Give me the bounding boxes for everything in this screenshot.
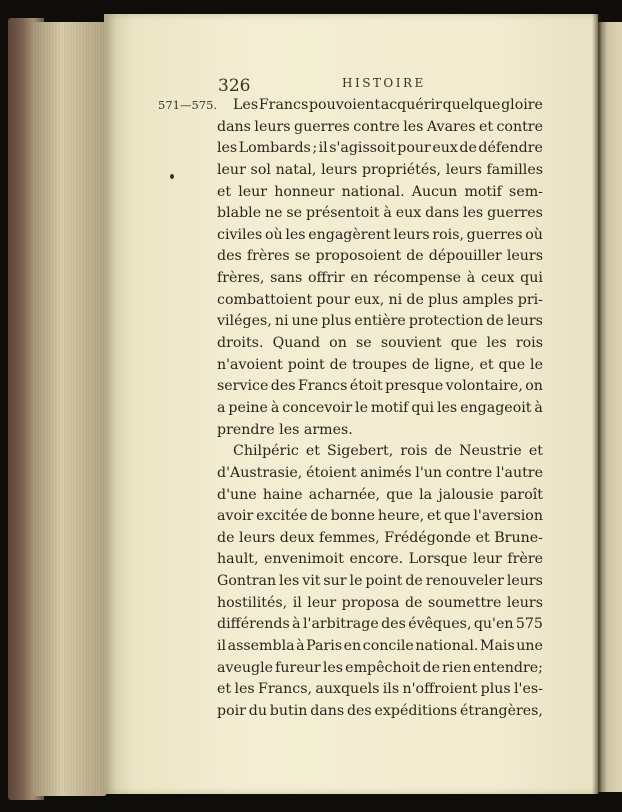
text-line (217, 658, 543, 680)
word: à (534, 399, 543, 416)
text-line (217, 268, 543, 290)
word: guerres (466, 226, 523, 243)
text-line (217, 138, 543, 160)
text-line: prendre les armes. (217, 421, 353, 438)
word: il (217, 638, 227, 655)
word: que (450, 335, 478, 352)
text-line (217, 246, 543, 268)
word: leurs (506, 248, 543, 265)
word: pour (397, 140, 431, 157)
word: engageoit (460, 399, 532, 416)
word: l'arbitrage (303, 616, 379, 633)
word: Aucun (411, 183, 458, 200)
word: il (292, 594, 302, 611)
word: deux (279, 529, 315, 546)
word: l'aversion (473, 508, 543, 525)
word: heure, (377, 508, 425, 525)
word: frère (507, 551, 543, 568)
word: des (217, 248, 242, 265)
word: ceux (480, 270, 515, 287)
word: et (478, 118, 494, 135)
text-line (217, 593, 543, 615)
word: auxquels (315, 681, 380, 698)
word: quelque (442, 97, 501, 113)
word: dans (310, 702, 345, 719)
word: que (386, 486, 413, 503)
word: blable (217, 205, 262, 222)
word: étoit (349, 378, 383, 395)
word: se (356, 335, 372, 352)
word: paroît (499, 486, 543, 503)
word: les (285, 226, 306, 243)
word: présentoit (305, 205, 380, 222)
word: évêques, (408, 616, 472, 633)
word: animés (360, 464, 412, 481)
word: ni (388, 291, 403, 308)
word: Quand (272, 335, 321, 352)
word: les (403, 118, 424, 135)
word: il (318, 140, 328, 157)
word: des (346, 702, 372, 719)
text-line (217, 485, 543, 507)
word: ligne, (434, 356, 475, 373)
word: à (270, 399, 280, 416)
page-number: 326 (218, 76, 251, 96)
text-line (217, 182, 543, 204)
word: offrir (307, 270, 345, 287)
word: Gontran (217, 573, 277, 590)
word: point (365, 573, 403, 590)
word: civiles (217, 226, 263, 243)
word: et (217, 681, 232, 698)
word: leur (307, 594, 337, 611)
word: n'offroient (402, 681, 478, 698)
word: propriétés, (361, 161, 442, 178)
text-line (217, 398, 543, 420)
word: où (264, 226, 283, 243)
word: que (443, 508, 471, 525)
word: entendre; (473, 659, 543, 676)
running-title: HISTOIRE (342, 76, 426, 90)
word: pour (316, 291, 350, 308)
word: se (294, 248, 311, 265)
text-line (217, 463, 543, 485)
word: de (434, 443, 453, 460)
word: frères, (217, 270, 265, 287)
word: étrangères, (460, 702, 543, 719)
word: Avares (426, 118, 476, 135)
word: encore. (349, 551, 404, 568)
word: de (329, 356, 348, 373)
word: à (292, 616, 301, 633)
word: les (279, 573, 300, 590)
word: jalousie (438, 486, 494, 503)
word: hostilités, (217, 594, 288, 611)
word: récompense (373, 270, 462, 287)
word: à (383, 205, 392, 222)
word: eux (395, 205, 422, 222)
word: de (405, 573, 423, 590)
word: contre (445, 464, 493, 481)
word: rois (400, 443, 428, 460)
word: on (329, 335, 347, 352)
word: et (528, 443, 543, 460)
word: s'agissoit (329, 140, 396, 157)
word: haine (262, 486, 303, 503)
text-line (217, 290, 543, 312)
word: proposoient (315, 248, 402, 265)
word: acharnée, (308, 486, 381, 503)
word: empêchoit (345, 659, 421, 676)
word: point (287, 356, 325, 373)
word: leur (238, 183, 268, 200)
word: les (486, 335, 507, 352)
word: guerres (487, 205, 543, 222)
word: en (350, 270, 368, 287)
word: où (525, 226, 543, 243)
word: 575 (515, 616, 543, 633)
word: a (217, 399, 226, 416)
word: Francs (297, 378, 348, 395)
word: acquérir (380, 97, 442, 113)
text-line (217, 549, 543, 571)
text-line (217, 225, 543, 247)
word: dans (217, 118, 251, 135)
word: et (305, 443, 320, 460)
text-line (217, 311, 543, 333)
word: dépouiller (428, 248, 502, 265)
word: poir (217, 702, 246, 719)
word: n'avoient (217, 356, 283, 373)
word: service (217, 378, 269, 395)
word: pri- (517, 291, 543, 308)
word: on (525, 378, 543, 395)
word: Francs, (258, 681, 313, 698)
word: de (411, 356, 430, 373)
word: rien (442, 659, 471, 676)
word: amples (462, 291, 514, 308)
word: les (217, 140, 238, 157)
word: dans (425, 205, 460, 222)
word: qui (411, 399, 435, 416)
word: d'Austrasie, (217, 464, 303, 481)
word: Frédégonde (384, 529, 471, 546)
word: plus (480, 681, 511, 698)
word: qui (520, 270, 543, 287)
word: d'une (217, 486, 257, 503)
word: pouvoient (308, 97, 381, 113)
word: de (404, 594, 423, 611)
word: et (217, 183, 232, 200)
word: et (427, 508, 442, 525)
word: protection (408, 313, 484, 330)
paragraph-1 (217, 95, 543, 441)
word: guerres (293, 118, 350, 135)
word: leur (472, 551, 502, 568)
word: Chilpéric (233, 443, 299, 460)
word: en (343, 638, 362, 655)
text-line (217, 506, 543, 528)
text-line (217, 571, 543, 593)
word: motif (464, 183, 502, 200)
word: Neustrie (459, 443, 522, 460)
word: l'es- (514, 681, 543, 698)
page-edges-shadow (32, 22, 106, 796)
word: presque (385, 378, 444, 395)
word: vit (302, 573, 321, 590)
word: Lombards (238, 140, 311, 157)
word: eux (432, 140, 458, 157)
word: à (296, 638, 305, 655)
word: ; (312, 140, 318, 157)
word: sans (270, 270, 303, 287)
word: national. (415, 638, 479, 655)
word: proposa (341, 594, 400, 611)
text-line (217, 528, 543, 550)
word: et (479, 356, 494, 373)
word: familles (486, 161, 543, 178)
word: les (463, 205, 484, 222)
text-line (217, 160, 543, 182)
word: des (381, 616, 406, 633)
word: leurs (254, 118, 291, 135)
word: différends (217, 616, 290, 633)
word: une (291, 313, 319, 330)
word: leurs (393, 226, 430, 243)
word: une (516, 638, 543, 655)
word: fureur (275, 659, 321, 676)
word: Sigebert, (327, 443, 394, 460)
text-line (217, 376, 543, 398)
word: volontaire, (445, 378, 523, 395)
word: de (310, 508, 328, 525)
word: leurs (239, 529, 276, 546)
word: viléges, (217, 313, 272, 330)
word: national. (341, 183, 405, 200)
word: plus (321, 313, 352, 330)
word: sol (250, 161, 271, 178)
word: du (248, 702, 267, 719)
word: le (530, 356, 543, 373)
word: l'autre (496, 464, 543, 481)
word: Les (233, 97, 259, 113)
word: rois, (432, 226, 464, 243)
word: le (355, 399, 368, 416)
text-line (217, 95, 543, 117)
word: l'un (415, 464, 443, 481)
word: défendre (478, 140, 543, 157)
word: leur (217, 161, 246, 178)
text-line (217, 333, 543, 355)
text-line (217, 355, 543, 377)
word: de (406, 291, 424, 308)
text-line (217, 636, 543, 658)
word: de (422, 659, 440, 676)
word: des (270, 378, 296, 395)
word: aveugle (217, 659, 274, 676)
word: Francs (258, 97, 309, 113)
word: plus (428, 291, 459, 308)
paragraph-2 (217, 441, 543, 722)
word: ni (274, 313, 289, 330)
word: combattoient (217, 291, 313, 308)
word: gloire (501, 97, 543, 113)
word: de (459, 140, 477, 157)
word: frères (246, 248, 290, 265)
word: à (466, 270, 476, 287)
text-line (217, 701, 543, 723)
text-line (217, 679, 543, 701)
word: Brune- (494, 529, 543, 546)
word: entière (354, 313, 406, 330)
word: natal, (275, 161, 317, 178)
word: leurs (445, 161, 482, 178)
word: Mais (479, 638, 515, 655)
word: hault, (217, 551, 259, 568)
word: leurs (506, 573, 543, 590)
word: soumettre (427, 594, 502, 611)
word: honneur (274, 183, 335, 200)
margin-date: 571—575. (158, 98, 218, 112)
word: eux, (354, 291, 385, 308)
word: sur (323, 573, 347, 590)
word: excitée (256, 508, 308, 525)
word: peine (228, 399, 268, 416)
word: de (217, 529, 235, 546)
text-line (217, 614, 543, 636)
word: leurs (321, 161, 358, 178)
word: concile (362, 638, 414, 655)
word: les (322, 659, 344, 676)
word: étoient (306, 464, 357, 481)
word: engagèrent (308, 226, 391, 243)
word: leurs (506, 594, 543, 611)
word: qu'en (473, 616, 514, 633)
word: de (486, 313, 504, 330)
word: ne (264, 205, 283, 222)
word: butin (269, 702, 308, 719)
word: le (349, 573, 363, 590)
word: Lorsque (408, 551, 468, 568)
word: motif (370, 399, 409, 416)
word: renouveler (425, 573, 504, 590)
word: de (406, 248, 424, 265)
word: ils (382, 681, 400, 698)
word: rois (515, 335, 543, 352)
word: contre (496, 118, 543, 135)
word: Paris (306, 638, 343, 655)
word: concevoir (282, 399, 353, 416)
ink-spot (170, 174, 174, 179)
word: contre (353, 118, 400, 135)
book-gutter (592, 14, 602, 794)
word: droits. (217, 335, 264, 352)
word: souvient (380, 335, 442, 352)
word: la (419, 486, 433, 503)
word: troupes (352, 356, 407, 373)
word: et (475, 529, 490, 546)
word: femmes, (318, 529, 380, 546)
body-text (217, 95, 543, 723)
word: expéditions (374, 702, 458, 719)
word: se (286, 205, 303, 222)
text-line (217, 441, 543, 463)
word: avoir (217, 508, 254, 525)
word: assembla (227, 638, 295, 655)
word: les (234, 681, 255, 698)
text-line (217, 203, 543, 225)
word: les (437, 399, 458, 416)
word: envenimoit (264, 551, 344, 568)
word: sem- (509, 183, 543, 200)
word: leurs (506, 313, 543, 330)
text-line (217, 117, 543, 139)
word: que (498, 356, 526, 373)
word: bonne (330, 508, 375, 525)
